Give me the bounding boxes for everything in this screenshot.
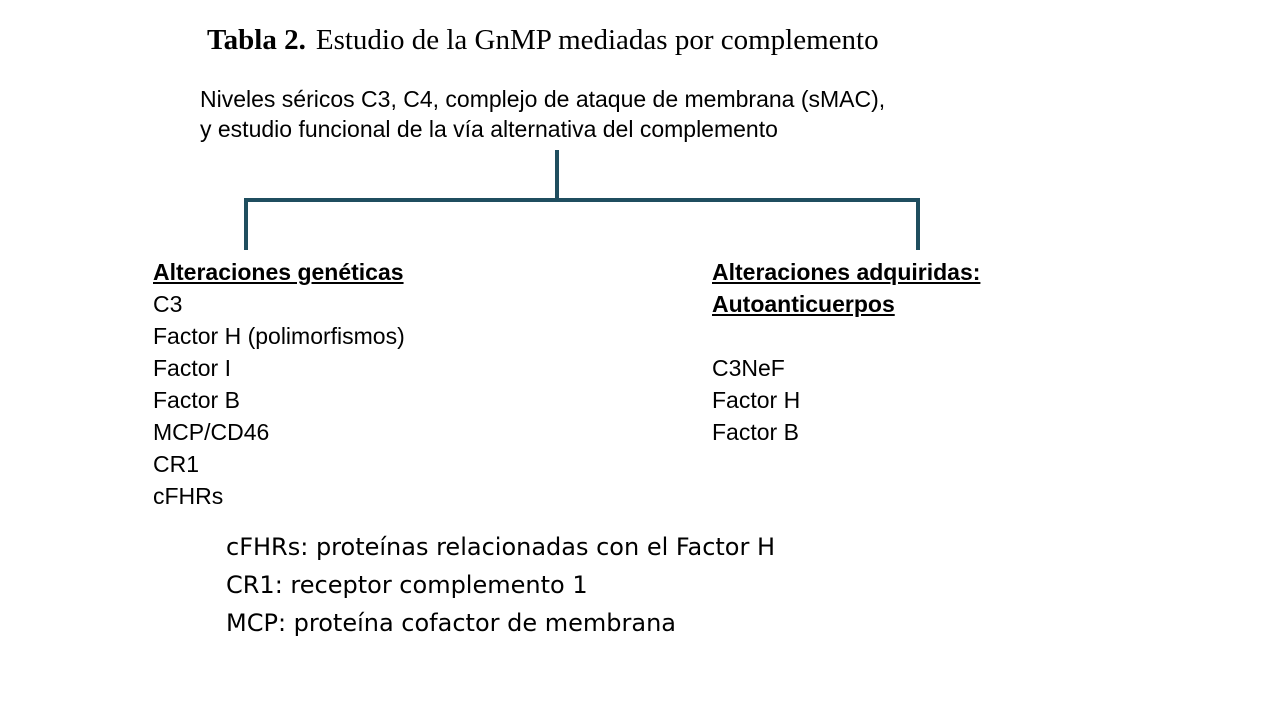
- list-item: Factor I: [153, 355, 231, 381]
- legend-item: CR1: receptor complemento 1: [226, 571, 588, 599]
- list-item: Factor B: [153, 387, 240, 413]
- legend-item: cFHRs: proteínas relacionadas con el Factor H: [226, 533, 776, 561]
- list-item: Factor H: [712, 387, 801, 413]
- autoantibodies-heading: Autoanticuerpos: [712, 291, 895, 317]
- list-item: MCP/CD46: [153, 419, 270, 445]
- table-title-text: Estudio de la GnMP mediadas por complemento: [315, 24, 879, 56]
- spacer: [712, 320, 980, 352]
- root-line-1: Niveles séricos C3, C4, complejo de ataque de membrana (sMAC),: [200, 86, 886, 112]
- list-item: cFHRs: [153, 483, 224, 509]
- table-label: Tabla 2.: [207, 24, 306, 56]
- list-item: C3: [153, 291, 183, 317]
- list-item: Factor H (polimorfismos): [153, 323, 405, 349]
- list-item: C3NeF: [712, 355, 785, 381]
- genetic-alterations-branch: [153, 256, 405, 512]
- acquired-alterations-heading: Alteraciones adquiridas:: [712, 259, 981, 285]
- genetic-alterations-heading: Alteraciones genéticas: [153, 259, 404, 285]
- abbreviations-legend: [226, 528, 775, 642]
- legend-item: MCP: proteína cofactor de membrana: [226, 609, 676, 637]
- list-item: CR1: [153, 451, 200, 477]
- acquired-alterations-branch: [712, 256, 980, 448]
- root-line-2: y estudio funcional de la vía alternativa del complemento: [200, 116, 778, 142]
- list-item: Factor B: [712, 419, 799, 445]
